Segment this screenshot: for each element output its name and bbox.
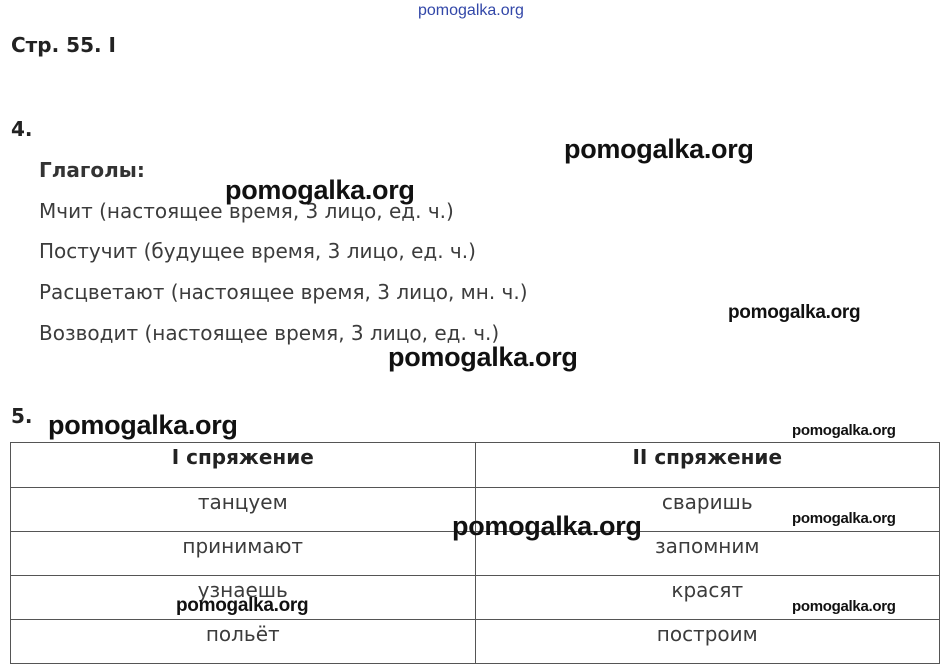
verb-line: Расцветают (настоящее время, 3 лицо, мн. ч.) xyxy=(39,280,528,304)
table-row xyxy=(11,620,940,664)
page-heading: Стр. 55. I xyxy=(11,33,116,57)
verbs-label: Глаголы: xyxy=(39,158,145,182)
watermark: pomogalka.org xyxy=(452,511,642,541)
watermark: pomogalka.org xyxy=(564,134,754,164)
verb-line: Мчит (настоящее время, 3 лицо, ед. ч.) xyxy=(39,199,454,223)
watermark: pomogalka.org xyxy=(48,410,238,440)
watermark-top[interactable]: pomogalka.org xyxy=(418,2,524,19)
watermark: pomogalka.org xyxy=(225,175,415,205)
table-cell: сваришь xyxy=(475,488,940,532)
watermark: pomogalka.org xyxy=(176,595,309,616)
watermark: pomogalka.org xyxy=(792,510,896,527)
table-cell: запомним xyxy=(475,532,940,576)
verb-line: Возводит (настоящее время, 3 лицо, ед. ч.) xyxy=(39,321,500,345)
task-4-number: 4. xyxy=(11,117,33,141)
table-cell: польёт xyxy=(11,620,476,664)
watermark: pomogalka.org xyxy=(792,422,896,439)
watermark: pomogalka.org xyxy=(728,302,861,323)
column-header-first-conjugation: I спряжение xyxy=(11,443,476,488)
watermark: pomogalka.org xyxy=(792,598,896,615)
watermark: pomogalka.org xyxy=(388,342,578,372)
table-cell: принимают xyxy=(11,532,476,576)
conjugation-table xyxy=(10,442,940,664)
table-cell: танцуем xyxy=(11,488,476,532)
table-cell: красят xyxy=(475,576,940,620)
table-cell: узнаешь xyxy=(11,576,476,620)
table-header-row xyxy=(11,443,940,488)
column-header-second-conjugation: II спряжение xyxy=(475,443,940,488)
task-5-number: 5. xyxy=(11,404,33,428)
table-cell: построим xyxy=(475,620,940,664)
verb-line: Постучит (будущее время, 3 лицо, ед. ч.) xyxy=(39,239,476,263)
